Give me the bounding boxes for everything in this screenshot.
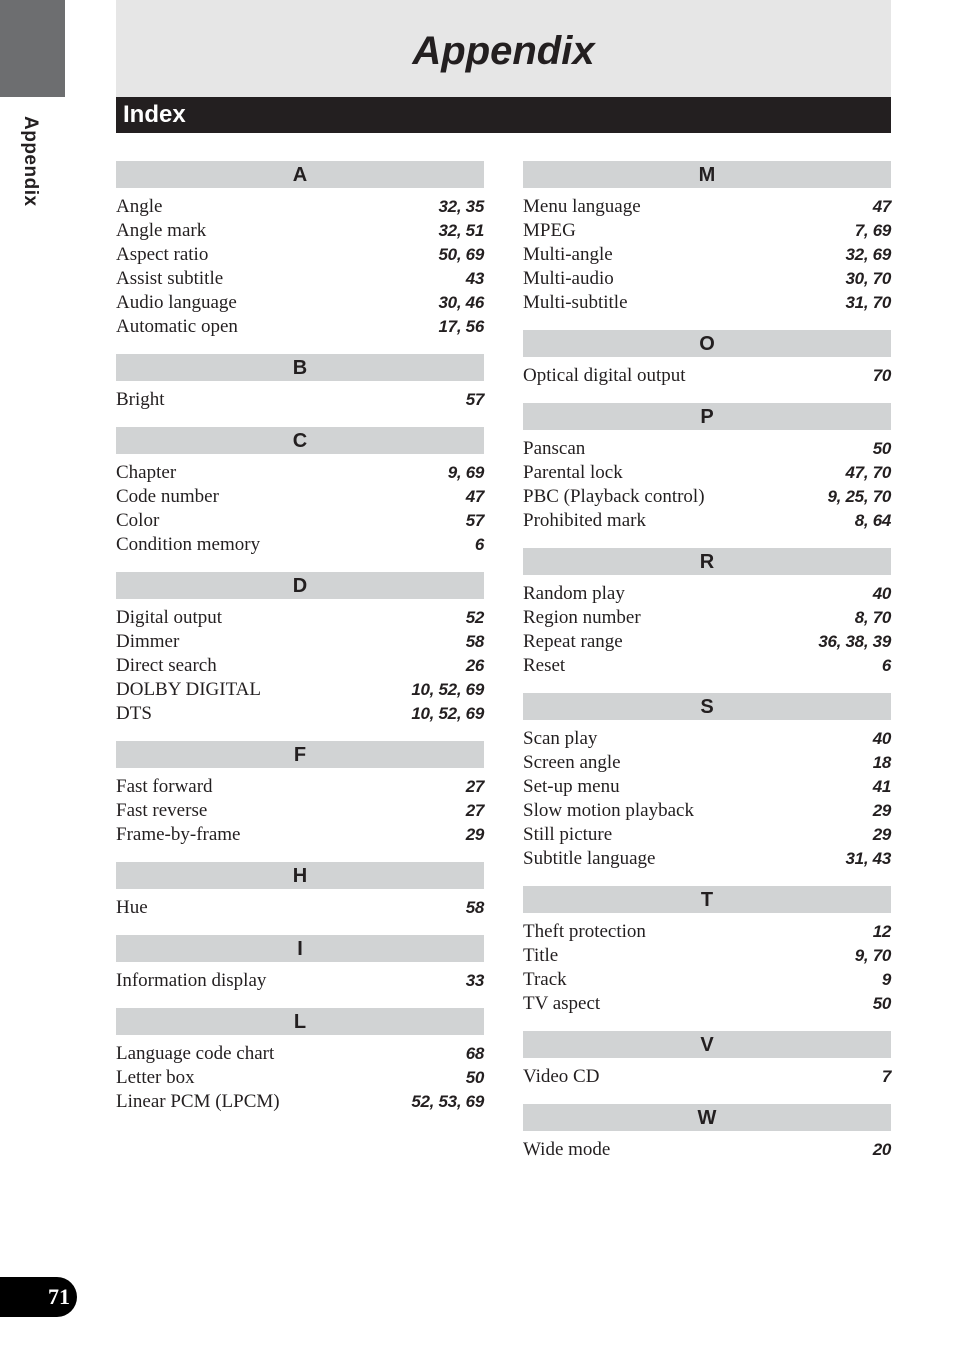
index-term: Repeat range (523, 631, 623, 652)
index-letter-header: V (523, 1031, 891, 1058)
index-entry (523, 364, 891, 388)
index-page-refs: 7 (881, 1067, 891, 1086)
index-column-right (523, 161, 891, 1177)
index-entry (523, 1065, 891, 1089)
index-page-refs: 52 (465, 608, 484, 627)
index-entry (116, 195, 484, 219)
index-term: Hue (116, 897, 148, 918)
index-term: Set-up menu (523, 776, 620, 797)
index-page-refs: 31, 43 (845, 849, 891, 868)
index-entry (116, 219, 484, 243)
index-term: Audio language (116, 292, 237, 313)
page-number-badge (0, 1277, 77, 1317)
index-term: Dimmer (116, 631, 180, 652)
index-term: Panscan (523, 438, 586, 459)
index-page-refs: 50 (872, 994, 891, 1013)
index-letter-header: L (116, 1008, 484, 1035)
index-entry (116, 775, 484, 799)
index-term: PBC (Playback control) (523, 486, 705, 507)
index-term: Assist subtitle (116, 268, 224, 289)
title-band (116, 0, 891, 97)
index-term: MPEG (523, 220, 576, 241)
index-page-refs: 50 (465, 1068, 484, 1087)
index-group (116, 427, 484, 557)
index-term: Angle mark (116, 220, 207, 241)
index-group (523, 693, 891, 871)
index-group (523, 1031, 891, 1089)
index-page-refs: 52, 53, 69 (411, 1092, 484, 1111)
index-term: Multi-angle (523, 244, 613, 265)
index-entry (523, 267, 891, 291)
index-page-refs: 41 (872, 777, 891, 796)
index-term: Fast forward (116, 776, 213, 797)
index-group (523, 886, 891, 1016)
index-term: Video CD (523, 1066, 600, 1087)
index-entry (116, 702, 484, 726)
index-page-refs: 68 (465, 1044, 484, 1063)
index-page-refs: 70 (872, 366, 891, 385)
index-page-refs: 6 (881, 656, 891, 675)
index-entry (523, 751, 891, 775)
page-number: 71 (48, 1284, 70, 1309)
index-letter-header: W (523, 1104, 891, 1131)
index-term: Screen angle (523, 752, 621, 773)
index-letter-header: B (116, 354, 484, 381)
index-group (116, 935, 484, 993)
index-entry (523, 509, 891, 533)
index-entry (116, 485, 484, 509)
section-header (116, 97, 891, 133)
index-term: Scan play (523, 728, 598, 749)
index-page-refs: 8, 70 (854, 608, 891, 627)
index-entry (523, 654, 891, 678)
index-letter-header: P (523, 403, 891, 430)
index-term: Angle (116, 196, 163, 217)
index-page-refs: 36, 38, 39 (818, 632, 891, 651)
index-page-refs: 29 (872, 801, 891, 820)
index-entry (523, 243, 891, 267)
index-entry (116, 291, 484, 315)
index-page-refs: 29 (872, 825, 891, 844)
index-entry (523, 775, 891, 799)
index-page-refs: 10, 52, 69 (411, 680, 484, 699)
index-page-refs: 8, 64 (854, 511, 891, 530)
index-term: Aspect ratio (116, 244, 209, 265)
index-group (523, 330, 891, 388)
index-page-refs: 9, 25, 70 (827, 487, 891, 506)
index-term: Reset (523, 655, 566, 676)
index-term: Slow motion playback (523, 800, 694, 821)
index-page-refs: 27 (465, 777, 484, 796)
index-term: Random play (523, 583, 625, 604)
index-page-refs: 17, 56 (438, 317, 484, 336)
index-term: Chapter (116, 462, 177, 483)
index-entry (116, 461, 484, 485)
index-page-refs: 47 (872, 197, 891, 216)
index-page-refs: 9 (881, 970, 891, 989)
index-page-refs: 40 (872, 584, 891, 603)
side-tab (0, 0, 65, 97)
index-term: Region number (523, 607, 641, 628)
index-entry (116, 896, 484, 920)
index-page-refs: 32, 69 (845, 245, 891, 264)
index-letter-header: O (523, 330, 891, 357)
index-entry (116, 654, 484, 678)
index-group (116, 354, 484, 412)
index-entry (523, 219, 891, 243)
index-term: Wide mode (523, 1139, 611, 1160)
index-page-refs: 50, 69 (438, 245, 484, 264)
index-page-refs: 57 (465, 390, 484, 409)
index-term: Bright (116, 389, 165, 410)
index-entry (523, 195, 891, 219)
index-term: Prohibited mark (523, 510, 646, 531)
index-entry (523, 799, 891, 823)
index-entry (116, 606, 484, 630)
index-group (116, 572, 484, 726)
index-term: DOLBY DIGITAL (116, 679, 261, 700)
index-page-refs: 12 (872, 922, 891, 941)
index-page-refs: 27 (465, 801, 484, 820)
index-entry (523, 630, 891, 654)
index-page-refs: 30, 46 (438, 293, 484, 312)
index-entry (523, 968, 891, 992)
index-term: Track (523, 969, 567, 990)
index-page-refs: 26 (465, 656, 484, 675)
index-entry (116, 1042, 484, 1066)
index-entry (523, 944, 891, 968)
index-page-refs: 29 (465, 825, 484, 844)
index-entry (523, 582, 891, 606)
index-entry (116, 969, 484, 993)
index-term: Language code chart (116, 1043, 275, 1064)
index-page-refs: 58 (465, 898, 484, 917)
index-entry (116, 799, 484, 823)
index-term: DTS (116, 703, 152, 724)
index-entry (116, 243, 484, 267)
index-page-refs: 32, 51 (438, 221, 484, 240)
index-entry (523, 992, 891, 1016)
index-term: Code number (116, 486, 219, 507)
index-page-refs: 50 (872, 439, 891, 458)
index-term: Color (116, 510, 160, 531)
index-page-refs: 20 (872, 1140, 891, 1159)
index-letter-header: R (523, 548, 891, 575)
index-letter-header: S (523, 693, 891, 720)
index-page-refs: 6 (474, 535, 484, 554)
index-page-refs: 31, 70 (845, 293, 891, 312)
index-term: Menu language (523, 196, 641, 217)
index-entry (116, 267, 484, 291)
index-letter-header: T (523, 886, 891, 913)
index-entry (523, 1138, 891, 1162)
index-entry (523, 437, 891, 461)
index-entry (523, 847, 891, 871)
index-entry (523, 485, 891, 509)
index-term: Theft protection (523, 921, 646, 942)
index-entry (523, 920, 891, 944)
index-group (523, 1104, 891, 1162)
index-entry (523, 606, 891, 630)
index-entry (116, 533, 484, 557)
index-letter-header: M (523, 161, 891, 188)
index-entry (116, 1090, 484, 1114)
index-term: Digital output (116, 607, 223, 628)
index-group (523, 403, 891, 533)
index-page-refs: 47 (465, 487, 484, 506)
index-entry (523, 461, 891, 485)
index-entry (116, 509, 484, 533)
index-term: Condition memory (116, 534, 261, 555)
index-page-refs: 18 (872, 753, 891, 772)
index-page-refs: 7, 69 (854, 221, 891, 240)
index-term: Letter box (116, 1067, 195, 1088)
index-term: Parental lock (523, 462, 623, 483)
index-entry (116, 630, 484, 654)
index-page-refs: 30, 70 (845, 269, 891, 288)
index-entry (116, 823, 484, 847)
index-group (116, 862, 484, 920)
index-term: Fast reverse (116, 800, 208, 821)
index-term: Multi-audio (523, 268, 614, 289)
index-term: Subtitle language (523, 848, 656, 869)
index-entry (116, 678, 484, 702)
index-term: Direct search (116, 655, 217, 676)
index-letter-header: H (116, 862, 484, 889)
index-entry (523, 291, 891, 315)
section-title: Index (123, 101, 186, 128)
index-term: Linear PCM (LPCM) (116, 1091, 280, 1112)
side-label: Appendix (20, 116, 41, 207)
index-page-refs: 10, 52, 69 (411, 704, 484, 723)
index-entry (116, 1066, 484, 1090)
index-page-refs: 9, 70 (854, 946, 891, 965)
index-term: Still picture (523, 824, 613, 845)
index-column-left (116, 161, 484, 1129)
index-page-refs: 58 (465, 632, 484, 651)
index-group (116, 1008, 484, 1114)
index-letter-header: D (116, 572, 484, 599)
index-page-refs: 43 (465, 269, 484, 288)
index-page-refs: 33 (465, 971, 484, 990)
index-term: Automatic open (116, 316, 238, 337)
index-letter-header: I (116, 935, 484, 962)
index-term: Information display (116, 970, 267, 991)
index-term: TV aspect (523, 993, 601, 1014)
index-group (523, 161, 891, 315)
index-term: Frame-by-frame (116, 824, 241, 845)
index-page-refs: 57 (465, 511, 484, 530)
index-letter-header: C (116, 427, 484, 454)
index-page-refs: 9, 69 (447, 463, 484, 482)
index-entry (116, 315, 484, 339)
index-page-refs: 47, 70 (845, 463, 891, 482)
index-group (116, 741, 484, 847)
index-page-refs: 32, 35 (438, 197, 484, 216)
index-page-refs: 40 (872, 729, 891, 748)
index-group (523, 548, 891, 678)
index-letter-header: A (116, 161, 484, 188)
index-term: Title (523, 945, 559, 966)
index-term: Optical digital output (523, 365, 686, 386)
index-group (116, 161, 484, 339)
index-entry (523, 823, 891, 847)
index-letter-header: F (116, 741, 484, 768)
index-entry (523, 727, 891, 751)
index-term: Multi-subtitle (523, 292, 628, 313)
page-title: Appendix (412, 29, 595, 73)
index-entry (116, 388, 484, 412)
